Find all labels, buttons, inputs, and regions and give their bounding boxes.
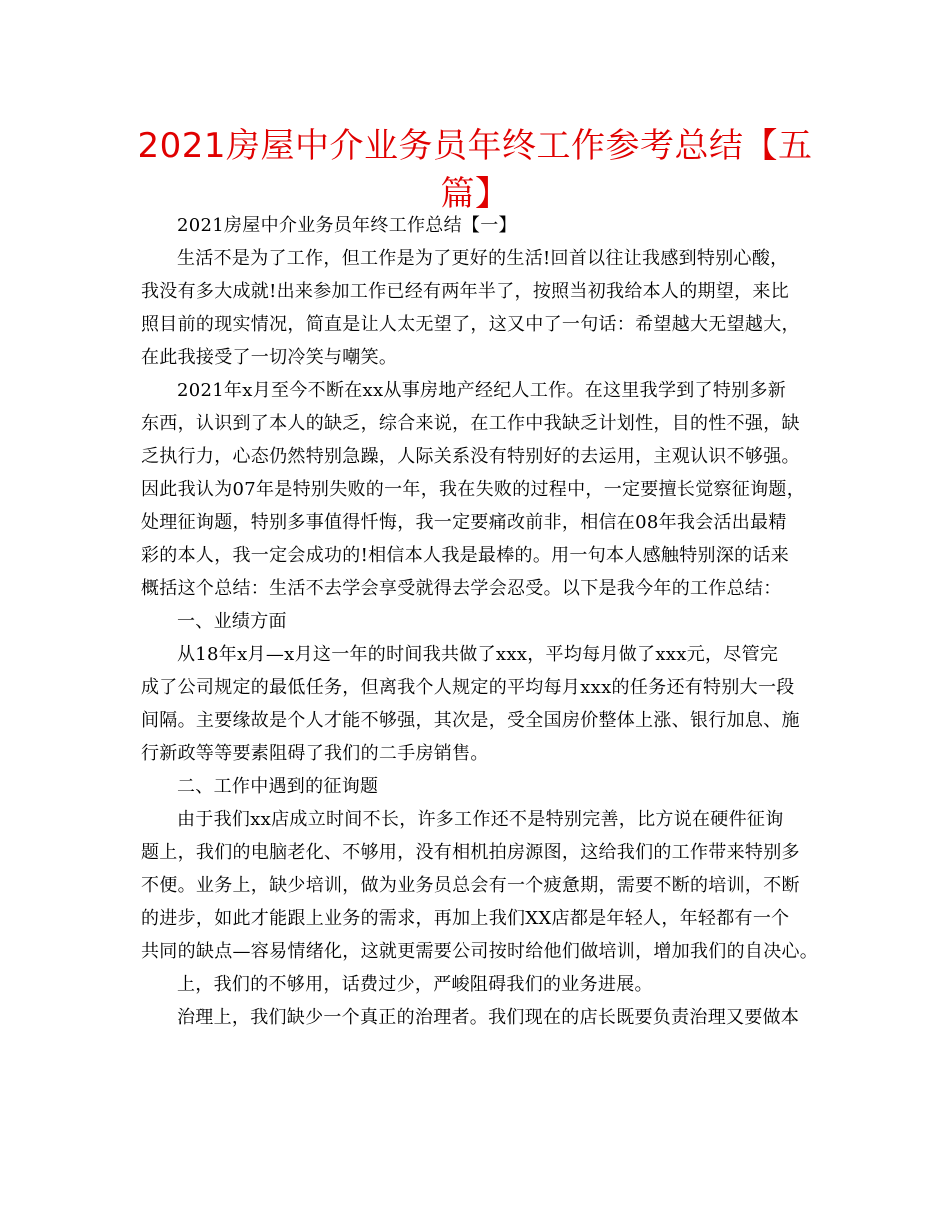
paragraph-line: 概括这个总结：生活不去学会享受就得去学会忍受。以下是我今年的工作总结： bbox=[141, 578, 782, 599]
paragraph-line: 生活不是为了工作，但工作是为了更好的生活!回首以往让我感到特别心酸， bbox=[177, 248, 789, 269]
paragraph-3 bbox=[141, 638, 829, 770]
paragraph-line: 题上，我们的电脑老化、不够用，没有相机拍房源图，这给我们的工作带来特别多 bbox=[141, 842, 800, 863]
title-line-1: 2021房屋中介业务员年终工作参考总结【五 bbox=[137, 126, 813, 166]
paragraph-line: 成了公司规定的最低任务，但离我个人规定的平均每月xxx的任务还有特别大一段 bbox=[141, 677, 795, 698]
paragraph-line: 行新政等等要素阻碍了我们的二手房销售。 bbox=[141, 743, 489, 764]
paragraph-line: 从18年x月—x月这一年的时间我共做了xxx，平均每月做了xxx元，尽管完 bbox=[177, 644, 779, 665]
section-subtitle: 2021房屋中介业务员年终工作总结【一】 bbox=[177, 215, 517, 236]
section-heading: 二、工作中遇到的征询题 bbox=[177, 776, 379, 797]
paragraph-6 bbox=[141, 1001, 829, 1034]
paragraph-line: 照目前的现实情况，简直是让人太无望了，这又中了一句话：希望越大无望越大， bbox=[141, 314, 800, 335]
paragraph-line: 处理征询题，特别多事值得忏悔，我一定要痛改前非，相信在08年我会活出最精 bbox=[141, 512, 787, 533]
paragraph-5 bbox=[141, 968, 829, 1001]
section-heading: 一、业绩方面 bbox=[177, 611, 287, 632]
paragraph-line: 治理上，我们缺少一个真正的治理者。我们现在的店长既要负责治理又要做本 bbox=[177, 1007, 800, 1028]
paragraph-line: 的进步，如此才能跟上业务的需求，再加上我们XX店都是年轻人，年轻都有一个 bbox=[141, 908, 790, 929]
paragraph-line: 因此我认为07年是特别失败的一年，我在失败的过程中，一定要擅长觉察征询题， bbox=[141, 479, 806, 500]
paragraph-line: 间隔。主要缘故是个人才能不够强，其次是，受全国房价整体上涨、银行加息、施 bbox=[141, 710, 800, 731]
paragraph-line: 东西，认识到了本人的缺乏，综合来说，在工作中我缺乏计划性，目的性不强，缺 bbox=[141, 413, 800, 434]
paragraph-line: 2021年x月至今不断在xx从事房地产经纪人工作。在这里我学到了特别多新 bbox=[177, 380, 787, 401]
paragraph-line: 我没有多大成就!出来参加工作已经有两年半了，按照当初我给本人的期望，来比 bbox=[141, 281, 790, 302]
title-line-2: 篇】 bbox=[440, 174, 510, 214]
paragraph-line: 彩的本人，我一定会成功的!相信本人我是最棒的。用一句本人感触特别深的话来 bbox=[141, 545, 790, 566]
paragraph-line: 乏执行力，心态仍然特别急躁，人际关系没有特别好的去运用，主观认识不够强。 bbox=[141, 446, 800, 467]
paragraph-line: 不便。业务上，缺少培训，做为业务员总会有一个疲惫期，需要不断的培训，不断 bbox=[141, 875, 800, 896]
paragraph-line: 上，我们的不够用，话费过少，严峻阻碍我们的业务进展。 bbox=[177, 974, 653, 995]
document-body bbox=[141, 209, 829, 1034]
paragraph-line: 共同的缺点—容易情绪化，这就更需要公司按时给他们做培训，增加我们的自决心。 bbox=[141, 941, 819, 962]
paragraph-line: 由于我们xx店成立时间不长，许多工作还不是特别完善，比方说在硬件征询 bbox=[177, 809, 784, 830]
paragraph-2 bbox=[141, 374, 829, 605]
document-title bbox=[130, 122, 820, 218]
paragraph-4 bbox=[141, 803, 829, 968]
paragraph-line: 在此我接受了一切冷笑与嘲笑。 bbox=[141, 347, 398, 368]
heading-problems bbox=[141, 770, 829, 803]
heading-performance bbox=[141, 605, 829, 638]
paragraph-1 bbox=[141, 242, 829, 374]
